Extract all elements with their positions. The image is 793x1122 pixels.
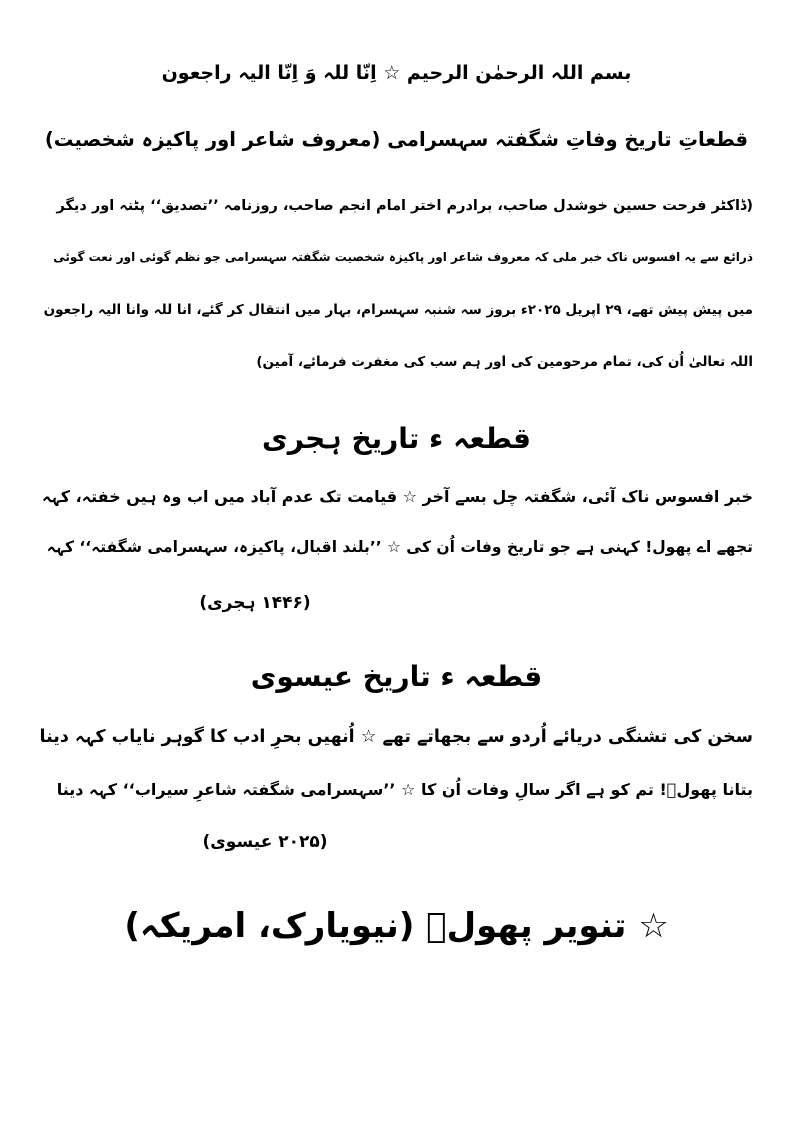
signature xyxy=(40,905,753,946)
hijri-verse-1: خبر افسوس ناک آئی، شگفتہ چل بسے آخر ☆ قیامت تک عدم آباد میں اب وہ ہیں خفتہ، کہہ xyxy=(41,487,753,506)
isvi-year-note: (۲۰۲۵ عیسوی) xyxy=(202,832,328,852)
hijri-verse-2: تجھے اے پھول! کہنی ہے جو تاریخ وفات اُن کی ☆ ’’بلند اقبال، پاکیزہ، سہسرامی شگفتہ‘‘ کہہ xyxy=(46,538,753,556)
title-main: قطعاتِ تاریخ وفاتِ شگفتہ سہسرامی xyxy=(387,128,749,151)
hijri-year-note: (۱۴۴۶ ہجری) xyxy=(199,593,311,613)
intro-line-3: میں پیش پیش تھے، ۲۹ اپریل ۲۰۲۵ء بروز سہ شنبہ سہسرام، بہار میں انتقال کر گئے، انا للہ وانا الیہ راجعون xyxy=(43,302,753,318)
isvi-verse-2: بتانا پھولؔ! تم کو ہے اگر سالِ وفات اُن کا ☆ ’’سہسرامی شگفتہ شاعرِ سیراب‘‘ کہہ دینا xyxy=(56,780,753,799)
signature-name: تنویر پھولؔ (نیویارک، امریکہ) xyxy=(124,906,627,946)
title-subtitle: (معروف شاعر اور پاکیزہ شخصیت) xyxy=(44,128,381,151)
isvi-heading: قطعہ ء تاریخ عیسوی xyxy=(250,660,543,693)
isvi-verse-1: سخن کی تشنگی دریائے اُردو سے بجھاتے تھے ☆ اُنھیں بحرِ ادب کا گوہر نایاب کہہ دینا xyxy=(39,727,753,747)
star-icon: ☆ xyxy=(638,906,669,946)
hijri-heading: قطعہ ء تاریخ ہجری xyxy=(262,422,531,455)
intro-line-4: اللہ تعالیٰ اُن کی، تمام مرحومین کی اور ہم سب کی مغفرت فرمائے، آمین) xyxy=(256,354,753,370)
bismillah-line: بسم اللہ الرحمٰن الرحیم ☆ اِنّا للہ وَ اِنّا الیہ راجعون xyxy=(161,62,632,84)
intro-line-1: (ڈاکٹر فرحت حسین خوشدل صاحب، برادرم اختر امام انجم صاحب، روزنامہ ’’تصدیق‘‘ پٹنہ اور دیگر xyxy=(56,198,753,214)
intro-line-2: ذرائع سے یہ افسوس ناک خبر ملی کہ معروف شاعر اور پاکیزہ شخصیت شگفتہ سہسرامی جو نظم گوئی اور نعت گوئی xyxy=(53,250,753,264)
page-title xyxy=(40,128,753,151)
